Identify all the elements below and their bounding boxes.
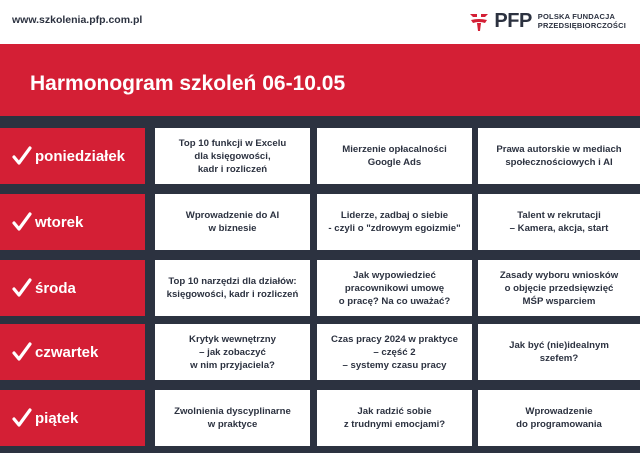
day-label: piątek [35, 409, 79, 427]
course-cell[interactable]: Czas pracy 2024 w praktyce – część 2 – systemy czasu pracy [317, 324, 472, 380]
course-cell[interactable]: Krytyk wewnętrzny – jak zobaczyć w nim przyjaciela? [155, 324, 310, 380]
day-header [0, 390, 145, 446]
course-cell[interactable]: Liderze, zadbaj o siebie - czyli o "zdrowym egoizmie" [317, 194, 472, 250]
page-title: Harmonogram szkoleń 06-10.05 [30, 72, 346, 95]
course-cell[interactable]: Zwolnienia dyscyplinarne w praktyce [155, 390, 310, 446]
checkmark-icon [12, 212, 32, 232]
day-label: wtorek [35, 213, 84, 231]
day-header [0, 128, 145, 184]
course-cell[interactable]: Jak radzić sobie z trudnymi emocjami? [317, 390, 472, 446]
pfp-logo-icon [467, 9, 491, 33]
checkmark-icon [12, 146, 32, 166]
logo-line-2: PRZEDSIĘBIORCZOŚCI [537, 21, 626, 30]
course-cell[interactable]: Mierzenie opłacalności Google Ads [317, 128, 472, 184]
logo-line-1: POLSKA FUNDACJA [537, 12, 616, 21]
day-label: środa [35, 279, 76, 297]
checkmark-icon [12, 278, 32, 298]
day-label: poniedziałek [35, 147, 126, 165]
schedule-row [0, 128, 640, 184]
schedule-row [0, 260, 640, 316]
checkmark-icon [12, 342, 32, 362]
pfp-logo [467, 6, 626, 36]
course-cell[interactable]: Talent w rekrutacji – Kamera, akcja, start [478, 194, 640, 250]
day-header [0, 324, 145, 380]
schedule-row [0, 194, 640, 250]
title-band [0, 44, 640, 116]
course-cell[interactable]: Wprowadzenie do AI w biznesie [155, 194, 310, 250]
schedule-row [0, 390, 640, 446]
schedule-row [0, 324, 640, 380]
logo-text [538, 12, 626, 30]
day-label: czwartek [35, 343, 99, 361]
course-cell[interactable]: Top 10 funkcji w Excelu dla księgowości, kadr i rozliczeń [155, 128, 310, 184]
top-strip [0, 0, 640, 44]
course-cell[interactable]: Prawa autorskie w mediach społecznościowych i AI [478, 128, 640, 184]
site-url[interactable]: www.szkolenia.pfp.com.pl [12, 14, 143, 26]
checkmark-icon [12, 408, 32, 428]
course-cell[interactable]: Zasady wyboru wniosków o objęcie przedsięwzięć MŚP wsparciem [478, 260, 640, 316]
course-cell[interactable]: Jak być (nie)idealnym szefem? [478, 324, 640, 380]
logo-brand: PFP [494, 9, 532, 32]
day-header [0, 260, 145, 316]
course-cell[interactable]: Top 10 narzędzi dla działów: księgowości, kadr i rozliczeń [155, 260, 310, 316]
course-cell[interactable]: Jak wypowiedzieć pracownikowi umowę o pracę? Na co uważać? [317, 260, 472, 316]
course-cell[interactable]: Wprowadzenie do programowania [478, 390, 640, 446]
day-header [0, 194, 145, 250]
